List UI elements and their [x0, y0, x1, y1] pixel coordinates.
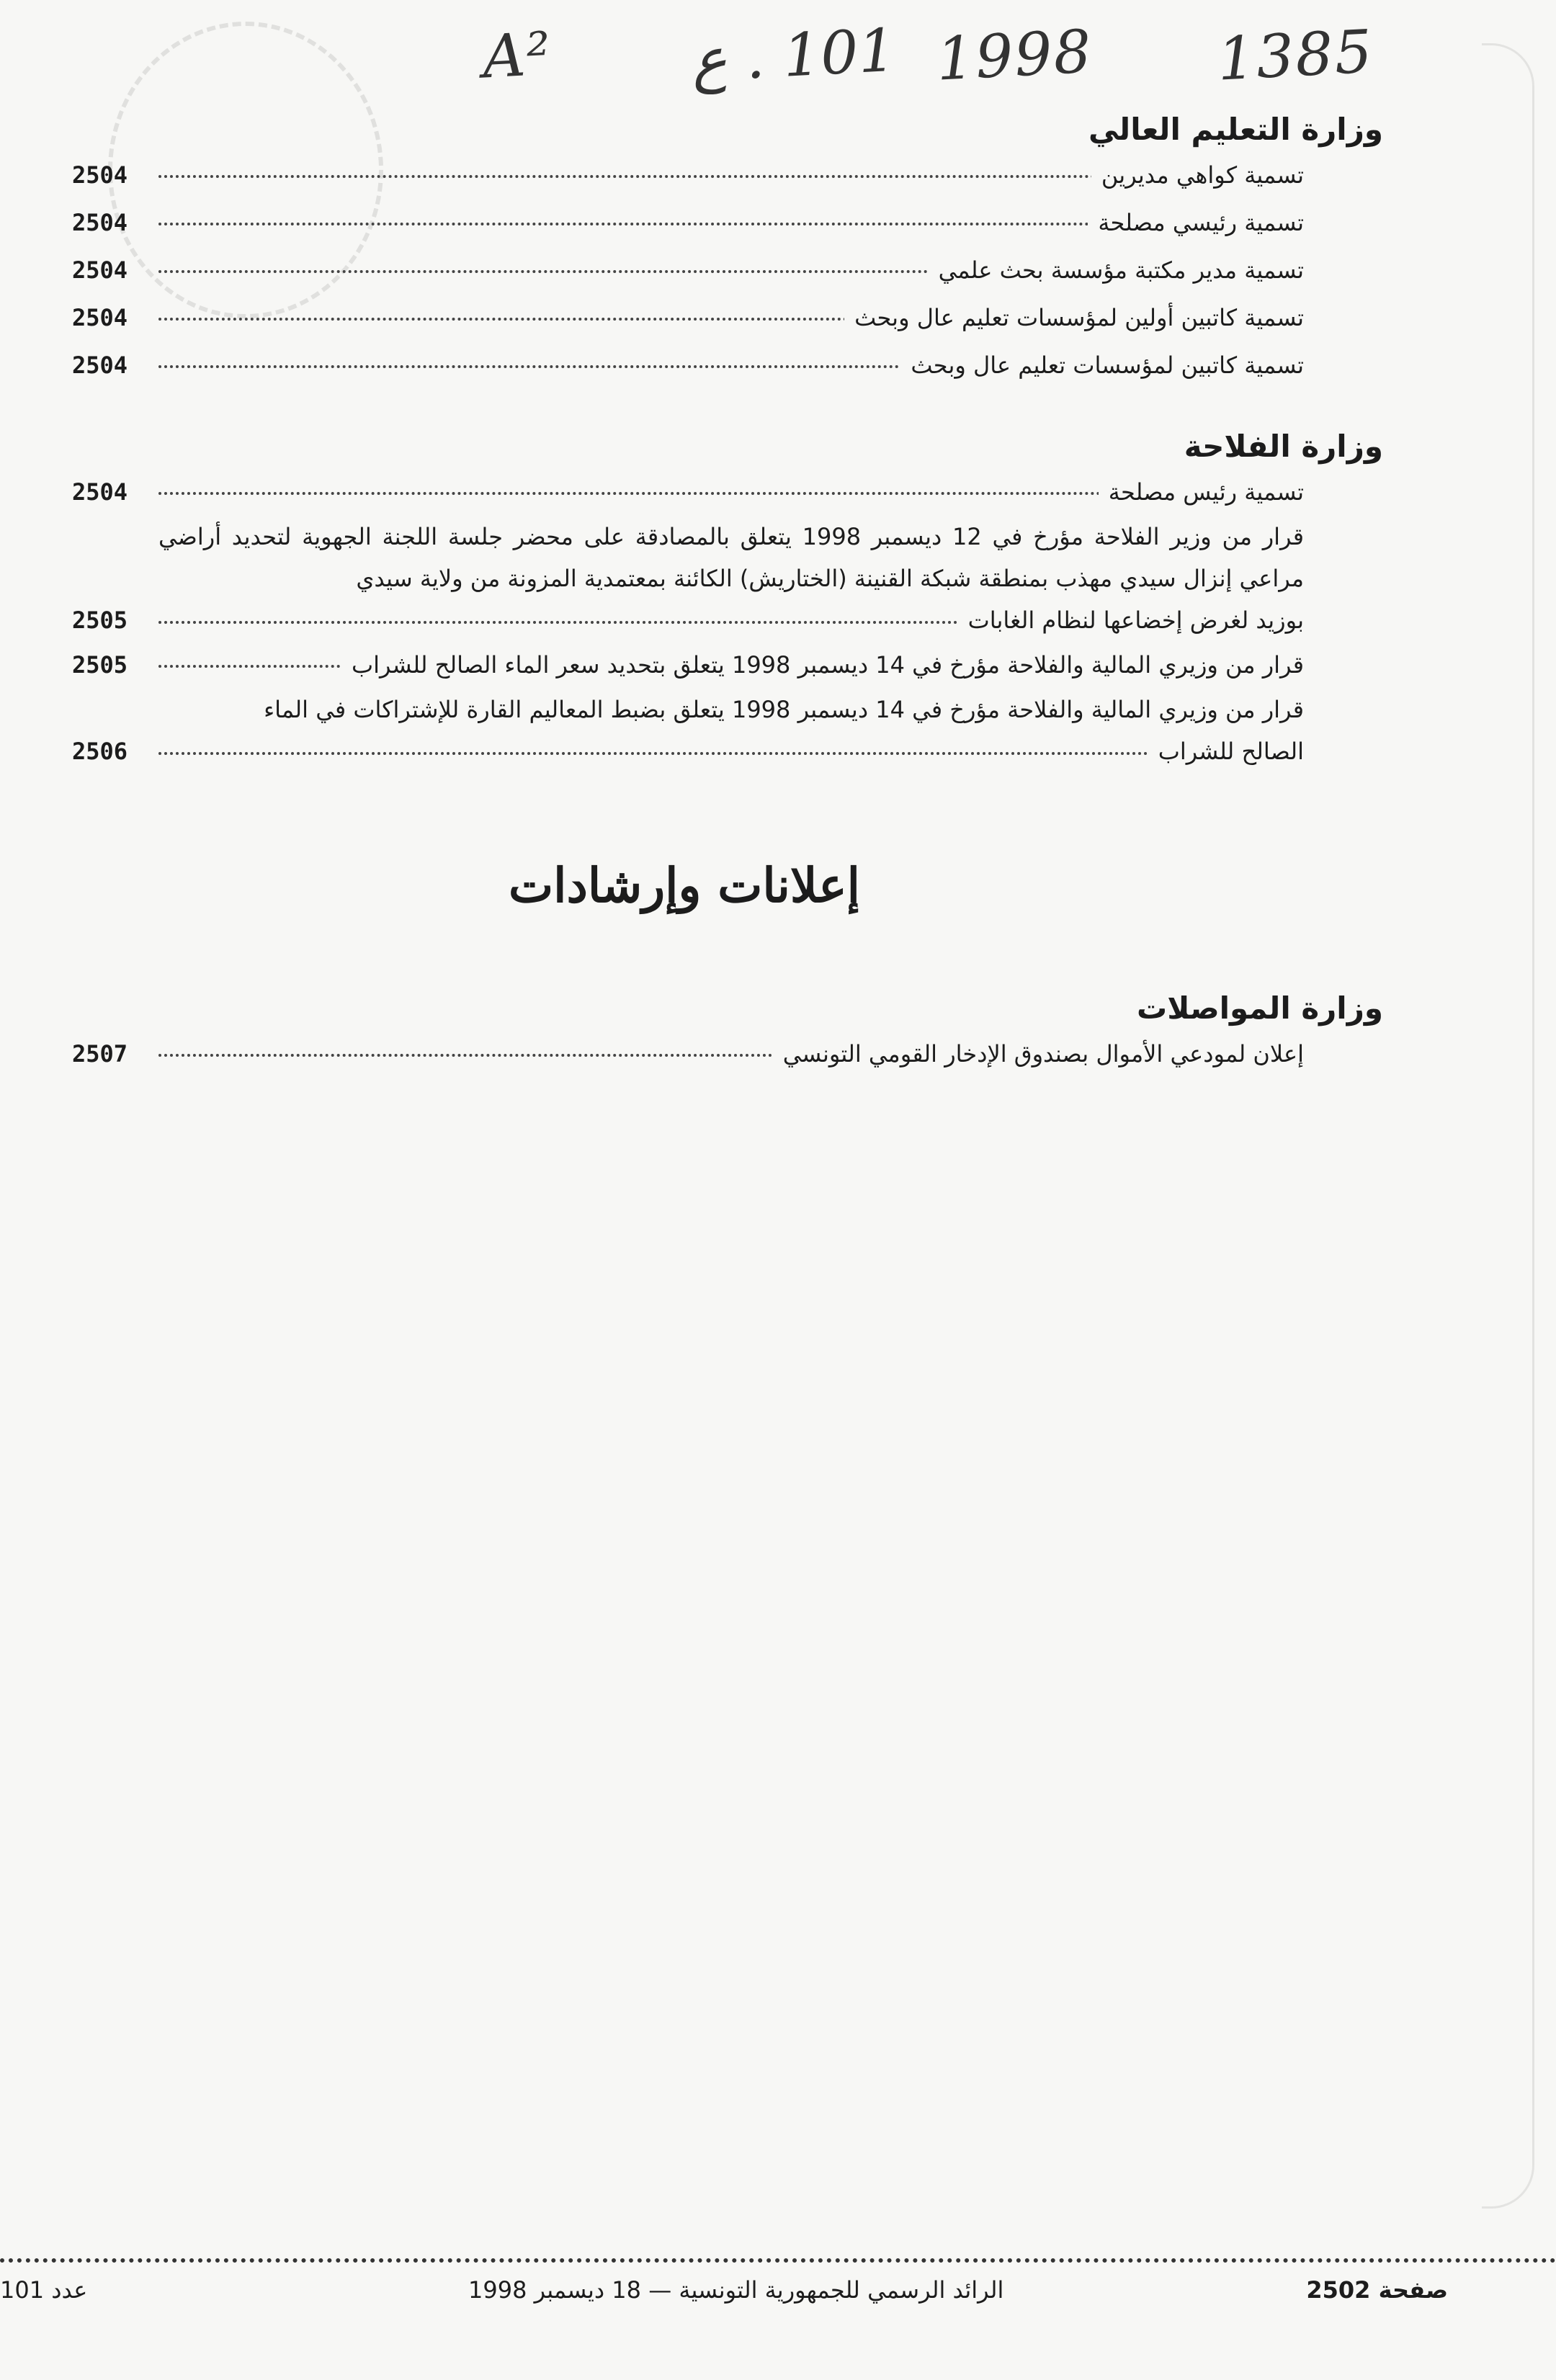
footer-journal-title: الرائد الرسمي للجمهورية التونسية — 18 ديسمبر 1998: [468, 2276, 1004, 2304]
toc-page-number: 2504: [72, 352, 128, 379]
toc-page-number: 2507: [72, 1040, 128, 1068]
toc-entry-text: تسمية مدير مكتبة مؤسسة بحث علمي: [929, 256, 1304, 284]
footer-divider: [0, 2258, 1556, 2263]
toc-entry-multiline[interactable]: [65, 516, 1383, 641]
toc-entry-text: قرار من وزير الفلاحة مؤرخ في 12 ديسمبر 1998 يتعلق بالمصادقة على محضر جلسة اللجنة الجهوية لتحديد أراضي مراعي إنزال سيدي مهذب بمنطقة شبكة القنينة (الختاريش) الكائنة بمعتمدية المزونة من ولاية سيدي: [158, 523, 1305, 592]
section-communications: [65, 987, 1383, 1078]
toc-entry-text: قرار من وزيري المالية والفلاحة مؤرخ في 14 ديسمبر 1998 يتعلق بضبط المعاليم القارة للإشتراكات في الماء: [264, 696, 1304, 723]
toc-page-number: 2505: [72, 607, 128, 634]
toc-entry-text: تسمية كاتبين لمؤسسات تعليم عال وبحث: [900, 352, 1304, 379]
toc-page-number: 2504: [72, 161, 128, 189]
section-title: وزارة المواصلات: [1136, 990, 1383, 1026]
toc-entry-text: تسمية كاتبين أولين لمؤسسات تعليم عال وبحث: [844, 304, 1304, 331]
toc-entry[interactable]: [65, 246, 1383, 294]
toc-page-number: 2504: [72, 209, 128, 236]
section-higher-education: [65, 108, 1383, 389]
announcements-title: إعلانات وإرشادات: [508, 857, 861, 913]
toc-page-number: 2504: [72, 256, 128, 284]
toc-entry[interactable]: [65, 641, 1383, 689]
toc-entry-text: إعلان لمودعي الأموال بصندوق الإدخار القومي التونسي: [773, 1040, 1304, 1068]
handwritten-mark-year: 1998: [934, 17, 1095, 94]
toc-entry-multiline[interactable]: [65, 689, 1383, 772]
footer-issue-number: عدد 101: [0, 2276, 88, 2304]
toc-page-number: 2505: [72, 651, 128, 679]
toc-entry[interactable]: [65, 468, 1383, 516]
footer-page-label: صفحة 2502: [1306, 2276, 1448, 2304]
toc-entry-text: تسمية كواهي مديرين: [1091, 161, 1304, 189]
toc-page-number: 2506: [72, 738, 128, 765]
section-agriculture: [65, 425, 1383, 772]
handwritten-mark-a2: A²: [480, 19, 554, 92]
toc-entry[interactable]: [65, 294, 1383, 341]
handwritten-mark-number: 1385: [1215, 17, 1376, 94]
section-title: وزارة التعليم العالي: [1088, 112, 1383, 147]
toc-entry-text: قرار من وزيري المالية والفلاحة مؤرخ في 14 ديسمبر 1998 يتعلق بتحديد سعر الماء الصالح للشراب: [341, 651, 1304, 679]
toc-page-number: 2504: [72, 304, 128, 331]
toc-entry-text: تسمية رئيس مصلحة: [1099, 478, 1304, 506]
toc-page-number: 2504: [72, 478, 128, 506]
toc-entry-text: تسمية رئيسي مصلحة: [1088, 209, 1304, 236]
toc-entry[interactable]: [65, 341, 1383, 389]
page-edge-shadow: [1482, 43, 1534, 2209]
toc-entry[interactable]: [65, 1030, 1383, 1078]
toc-entry[interactable]: [65, 199, 1383, 246]
handwritten-mark-issue: 101 . ع: [689, 16, 898, 96]
toc-entry[interactable]: [65, 151, 1383, 199]
toc-entry-text-end: بوزيد لغرض إخضاعها لنظام الغابات: [958, 599, 1304, 641]
section-title: وزارة الفلاحة: [1184, 429, 1383, 464]
toc-entry-text-end: الصالح للشراب: [1148, 730, 1304, 772]
